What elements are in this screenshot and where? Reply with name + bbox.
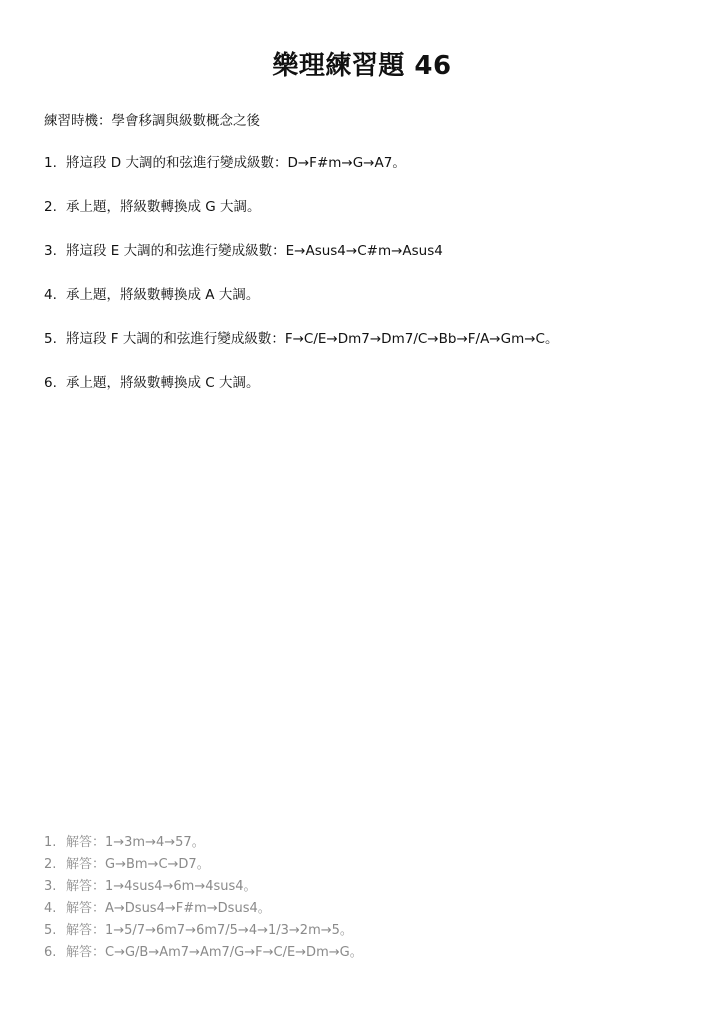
question-item: [44, 328, 694, 372]
answer-number: 5.: [44, 923, 57, 938]
question-item: [44, 372, 694, 416]
question-number: 4.: [44, 287, 57, 303]
answer-item: [44, 854, 694, 876]
question-text: 將這段 D 大調的和弦進行變成級數：D→F#m→G→A7。: [66, 155, 406, 171]
question-text: 承上題，將級數轉換成 C 大調。: [66, 375, 260, 391]
practice-timing-text: 練習時機：學會移調與級數概念之後: [44, 113, 260, 129]
answer-item: [44, 942, 694, 964]
answer-item: [44, 876, 694, 898]
question-number: 5.: [44, 331, 57, 347]
question-text: 承上題，將級數轉換成 G 大調。: [66, 199, 261, 215]
question-text: 將這段 E 大調的和弦進行變成級數：E→Asus4→C#m→Asus4: [66, 243, 443, 259]
question-list: [44, 152, 694, 416]
question-text: 承上題，將級數轉換成 A 大調。: [66, 287, 260, 303]
answer-number: 3.: [44, 879, 57, 894]
answer-list: [44, 832, 694, 964]
answer-text: 解答：A→Dsus4→F#m→Dsus4。: [66, 901, 271, 916]
answer-item: [44, 920, 694, 942]
answer-text: 解答：1→5/7→6m7→6m7/5→4→1/3→2m→5。: [66, 923, 353, 938]
question-item: [44, 284, 694, 328]
answer-text: 解答：1→3m→4→57。: [66, 835, 205, 850]
page-title: 樂理練習題 46: [272, 51, 452, 81]
question-number: 2.: [44, 199, 57, 215]
answer-number: 1.: [44, 835, 57, 850]
answer-number: 4.: [44, 901, 57, 916]
answer-number: 6.: [44, 945, 57, 960]
answer-text: 解答：1→4sus4→6m→4sus4。: [66, 879, 257, 894]
answer-number: 2.: [44, 857, 57, 872]
question-number: 3.: [44, 243, 57, 259]
question-text: 將這段 F 大調的和弦進行變成級數：F→C/E→Dm7→Dm7/C→Bb→F/A→Gm→C。: [66, 331, 559, 347]
question-item: [44, 196, 694, 240]
question-number: 1.: [44, 155, 57, 171]
answer-text: 解答：G→Bm→C→D7。: [66, 857, 210, 872]
answer-item: [44, 898, 694, 920]
answer-item: [44, 832, 694, 854]
question-number: 6.: [44, 375, 57, 391]
question-item: [44, 240, 694, 284]
answer-text: 解答：C→G/B→Am7→Am7/G→F→C/E→Dm→G。: [66, 945, 363, 960]
question-item: [44, 152, 694, 196]
